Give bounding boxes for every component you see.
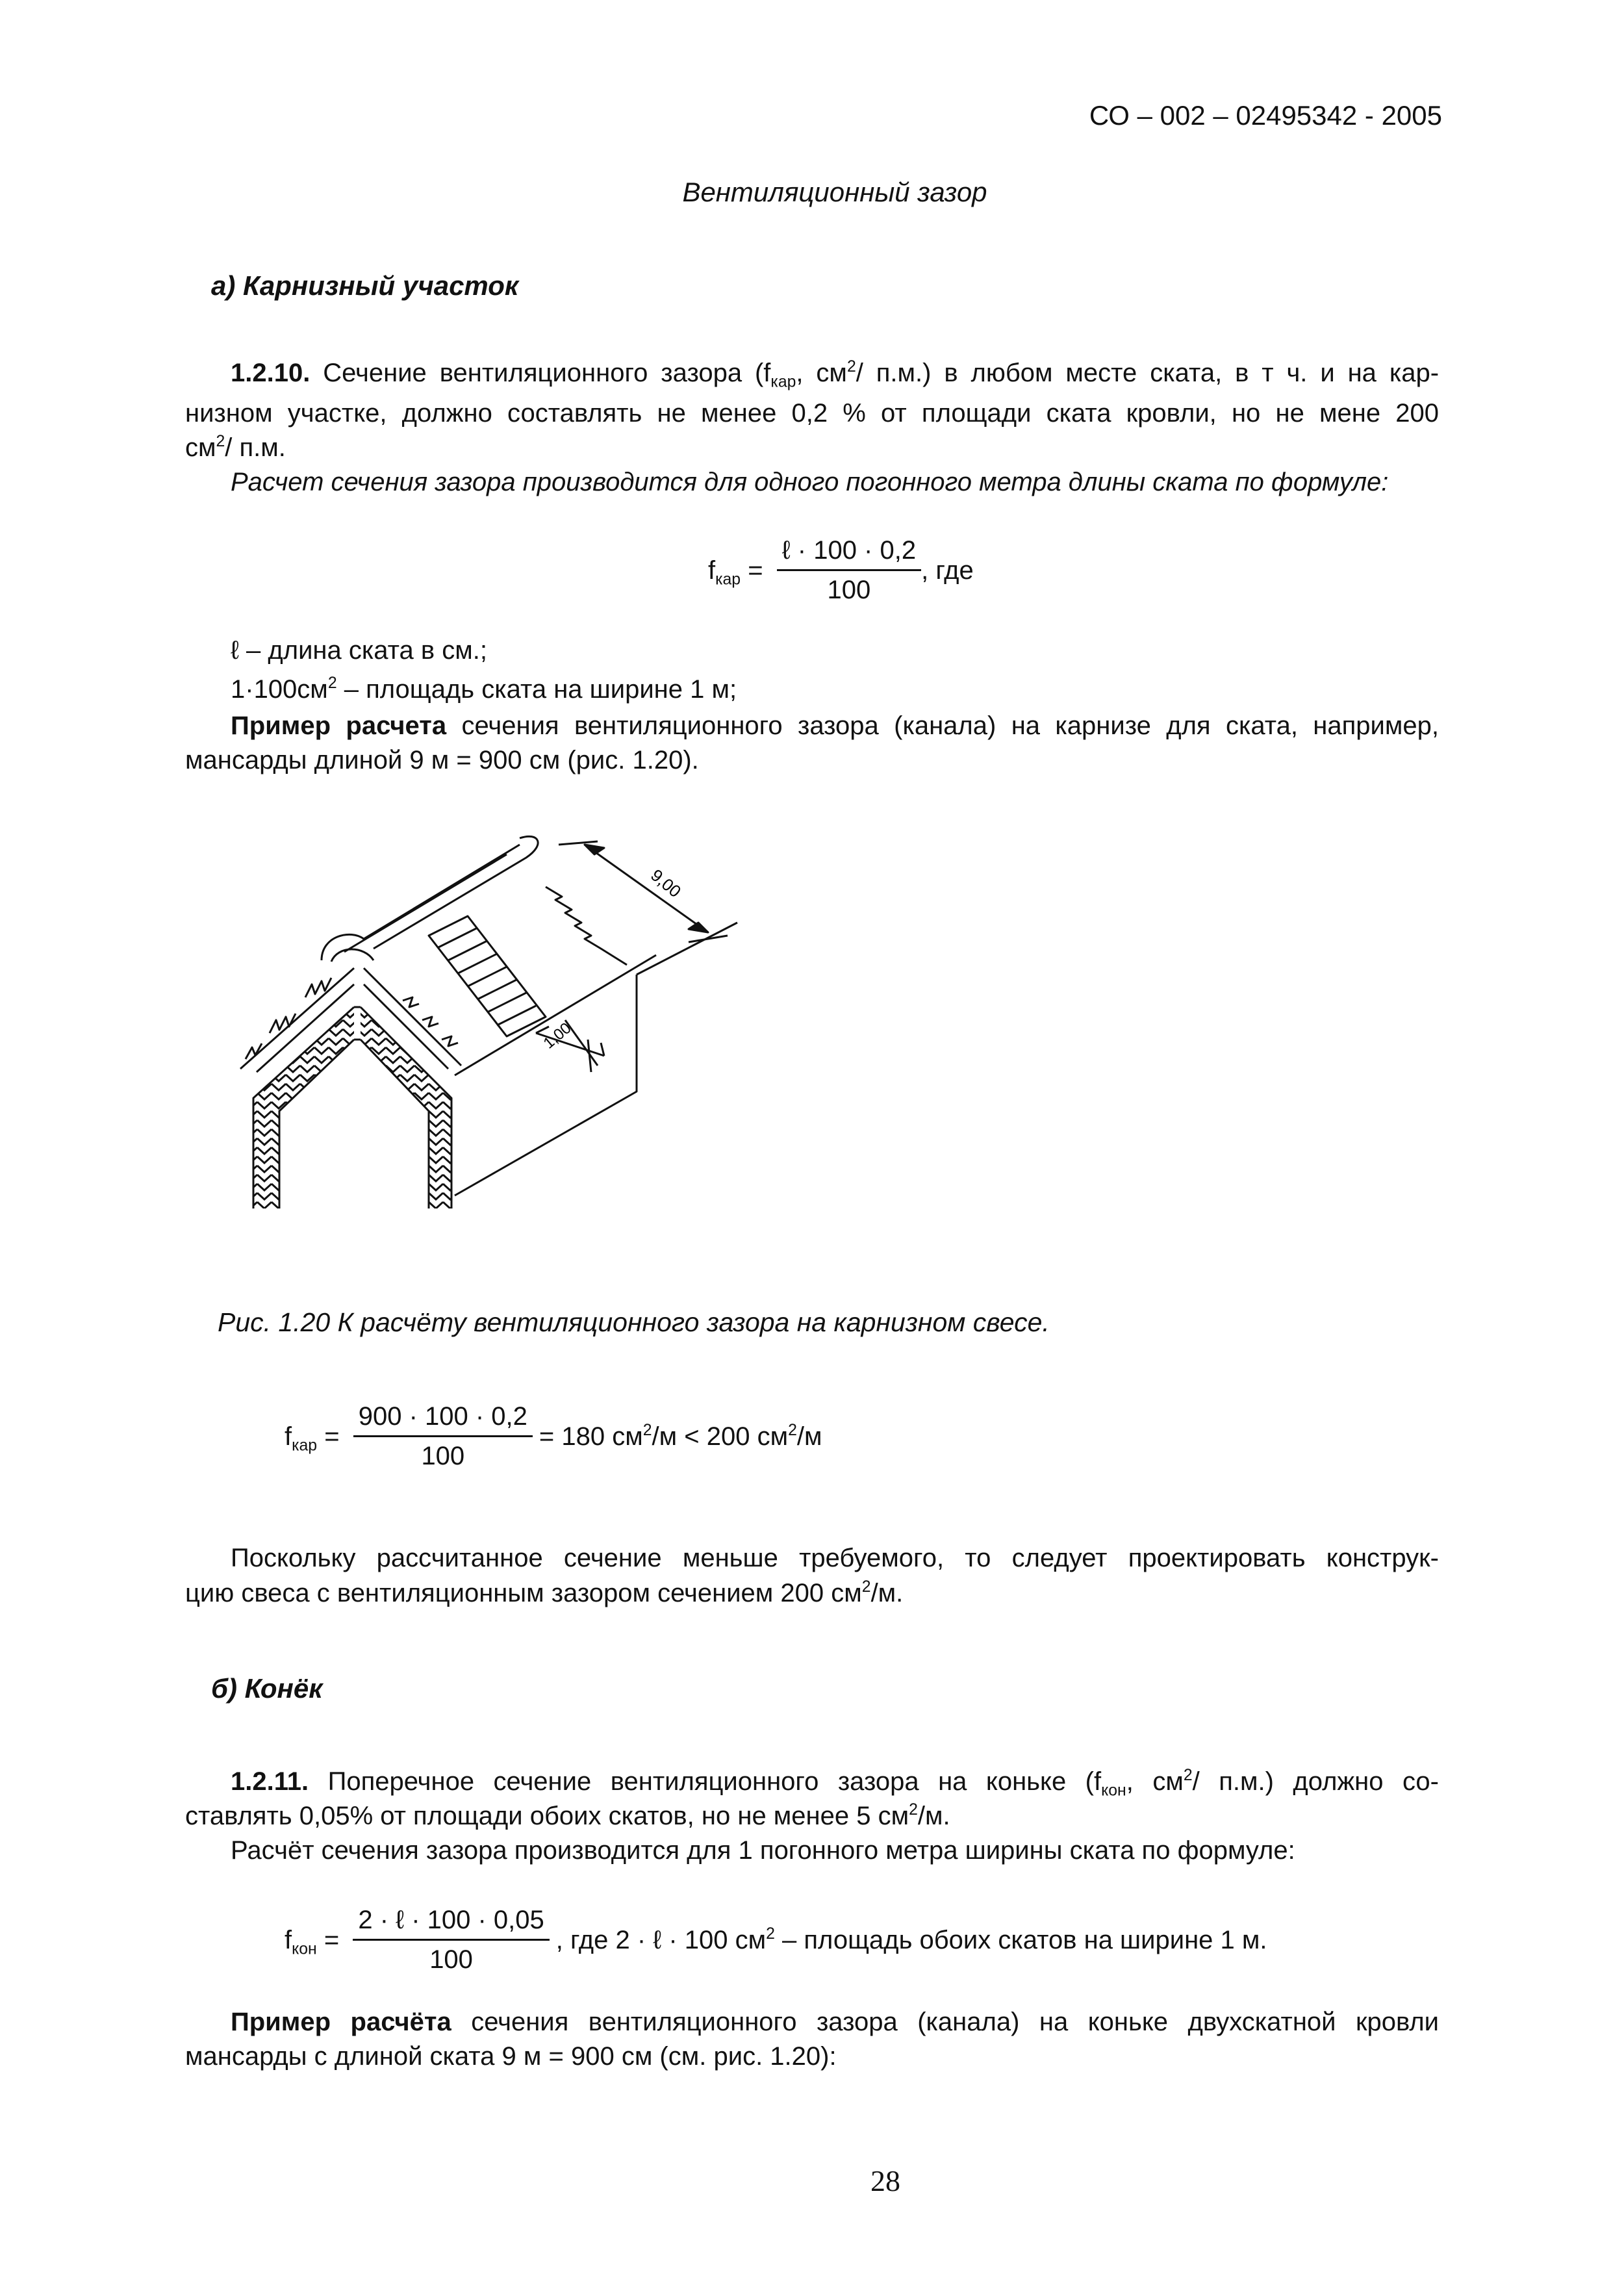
formula-result: = 180 $см^2/м < 200$ $см^2/м$: [539, 1421, 822, 1451]
formula-lhs: $f_{кар}$ =: [708, 556, 763, 589]
text: / п.м.) в любом месте ската, в т ч. и на кар-: [856, 359, 1440, 387]
formula-lhs: $f_{кон}$ =: [285, 1925, 340, 1958]
roof-ventilation-figure: [234, 832, 754, 1234]
document-code: СО – 002 – 02495342 - 2005: [1089, 100, 1442, 131]
numerator: 2 · ℓ · 100 · 0,05: [353, 1904, 549, 1941]
denominator: 100: [421, 1442, 465, 1470]
dimension-label-long: 9,00: [647, 865, 685, 902]
calc-intro-ridge: Расчёт сечения зазора производится для 1 погонного метра ширины ската по формуле:: [231, 1836, 1295, 1865]
example-line-1: Пример расчета сечения вентиляционного зазора (канала) на карнизе для ската, например,: [231, 711, 1439, 740]
figure-caption: Рис. 1.20 К расчёту вентиляционного зазора на карнизном свесе.: [218, 1307, 1050, 1337]
superscript: 2: [846, 358, 856, 376]
paragraph-1-2-10-line-2: низном участке, должно составлять не менее 0,2 % от площади ската кровли, но не мене 200: [185, 399, 1439, 428]
section-title: Вентиляционный зазор: [682, 177, 987, 207]
fraction: [353, 1904, 549, 1976]
paragraph-1-2-10-line-3: [185, 431, 286, 464]
formula-tail: , где 2 · ℓ · 100 $см^2$ – площадь обоих скатов на ширине 1 м.: [555, 1924, 1267, 1954]
dimension-label-short: 1,00: [540, 1019, 575, 1053]
paragraph-1-2-11-line-2: ставлять 0,05% от площади обоих скатов, но не менее 5 $см^2/м$.: [185, 1801, 950, 1830]
superscript: 2: [216, 433, 225, 451]
denominator: 100: [429, 1945, 473, 1974]
fraction: [777, 534, 921, 606]
text: , см: [796, 359, 847, 387]
text: Сечение вентиляционного зазора (f: [310, 359, 771, 387]
formula-f-kar: [708, 534, 974, 606]
conclusion-line-2: цию свеса с вентиляционным зазором сечением 200 $см^2/м$.: [185, 1578, 904, 1607]
formula-tail: , где: [921, 556, 974, 585]
example-ridge-line-2: мансарды с длиной ската 9 м = 900 см (см. рис. 1.20):: [185, 2042, 837, 2071]
roof-plane-edge: [455, 955, 656, 1196]
ridge-cap: [322, 845, 520, 960]
conclusion-line-1: Поскольку рассчитанное сечение меньше требуемого, то следует проектировать конструк-: [231, 1544, 1439, 1572]
definition-area: $1\cdot 100см^2$ – площадь ската на ширине 1 м;: [231, 674, 737, 704]
section-b-heading: б) Конёк: [211, 1673, 323, 1704]
clause-number: 1.2.11.: [231, 1767, 309, 1796]
formula-lhs: $f_{кар}$ =: [285, 1422, 340, 1455]
formula-f-kar-example: [285, 1400, 822, 1472]
example-line-2: мансарды длиной 9 м = 900 см (рис. 1.20).: [185, 746, 699, 774]
formula-f-kon: [285, 1904, 1267, 1976]
example-ridge-line-1: Пример расчёта сечения вентиляционного зазора (канала) на коньке двухскатной кровли: [231, 2008, 1440, 2036]
page-number: 28: [870, 2164, 900, 2197]
paragraph-1-2-10-line-1: [231, 357, 1439, 389]
fraction: [353, 1400, 533, 1472]
clause-number: 1.2.10.: [231, 359, 311, 387]
paragraph-1-2-11-line-1: 1.2.11. Поперечное сечение вентиляционного зазора на коньке ($f_{кон}$, $см^2/$ п.м.) должно со-: [231, 1767, 1439, 1800]
subscript: кар: [770, 373, 796, 391]
section-a-heading: а) Карнизный участок: [211, 270, 519, 301]
text: см: [185, 433, 216, 462]
example-label: Пример расчёта: [231, 2008, 451, 2036]
numerator: 900 · 100 · 0,2: [353, 1400, 533, 1437]
denominator: 100: [827, 576, 871, 604]
numerator: ℓ · 100 · 0,2: [777, 534, 921, 571]
calc-intro: Расчет сечения зазора производится для одного погонного метра длины ската по формуле:: [231, 468, 1389, 496]
definition-length: ℓ – длина ската в см.;: [231, 636, 487, 665]
example-label: Пример расчета: [231, 711, 447, 740]
text: / п.м.: [225, 433, 286, 462]
dimension-line-long: [585, 845, 708, 932]
